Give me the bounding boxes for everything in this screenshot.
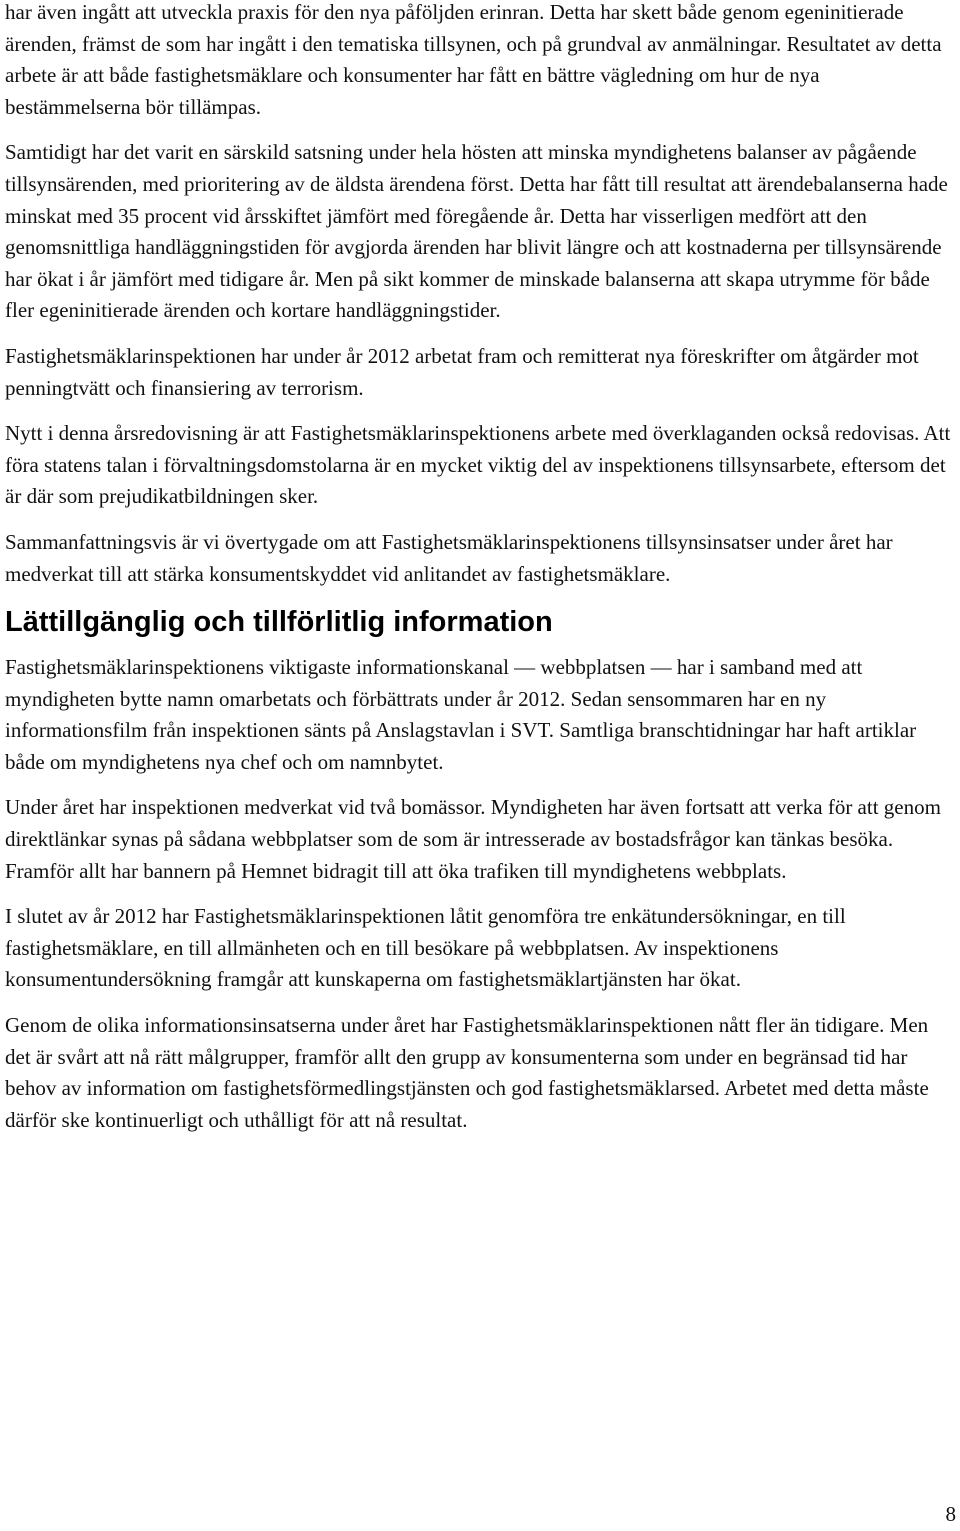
paragraph-bomassor: Under året har inspektionen medverkat vid två bomässor. Myndigheten har även fortsatt att verka för att genom direktlänkar synas på sådana webbplatser som de som är intresserade av bostadsfrågor kan tänkas besöka. Framför allt har bannern på Hemnet bidragit till att öka trafiken till myndighetens webbplats. (5, 795, 941, 883)
paragraph-informationsinsatser: Genom de olika informationsinsatserna under året har Fastighetsmäklarinspektionen nått fler än tidigare. Men det är svårt att nå rätt målgrupper, framför allt den grupp av konsumenterna som under en begränsad tid har behov av information om fastighetsförmedlingstjänsten och god fastighetsmäklarsed. Arbetet med detta måste därför ske kontinuerligt och uthålligt för att nå resultat. (5, 1013, 929, 1132)
paragraph-overklaganden: Nytt i denna årsredovisning är att Fastighetsmäklarinspektionens arbete med överklaganden också redovisas. Att föra statens talan i förvaltningsdomstolarna är en mycket viktig del av inspektionens tillsynsarbete, eftersom det är där som prejudikatbildningen sker. (5, 421, 951, 509)
document-page (5, 0, 957, 1150)
section-heading: Lättillgänglig och tillförlitlig information (5, 606, 553, 639)
paragraph-webbplatsen: Fastighetsmäklarinspektionens viktigaste informationskanal — webbplatsen — har i samband med att myndigheten bytte namn omarbetats och förbättrats under år 2012. Sedan sensommaren har en ny informationsfilm från inspektionen sänts på Anslagstavlan i SVT. Samtliga branschtidningar har haft artiklar både om myndighetens nya chef och om namnbytet. (5, 655, 917, 774)
paragraph-penningtvatt: Fastighetsmäklarinspektionen har under år 2012 arbetat fram och remitterat nya föreskrifter om åtgärder mot penningtvätt och finansiering av terrorism. (5, 343, 919, 400)
paragraph-sammanfattning: Sammanfattningsvis är vi övertygade om att Fastighetsmäklarinspektionens tillsynsinsatser under året har medverkat till att stärka konsumentskyddet vid anlitandet av fastighetsmäklare. (5, 529, 893, 586)
page-number: 8 (945, 1502, 956, 1526)
paragraph-erinran-praxis: har även ingått att utveckla praxis för den nya påföljden erinran. Detta har skett både genom egeninitierade ärenden, främst de som har ingått i den tematiska tillsynen, och på grundval av anmälningar. Resultatet av detta arbete är att både fastighetsmäklare och konsumenter har fått en bättre vägledning om hur de nya bestämmelserna bör tillämpas. (5, 0, 942, 119)
paragraph-enkatundersokningar: I slutet av år 2012 har Fastighetsmäklarinspektionen låtit genomföra tre enkätundersökningar, en till fastighetsmäklare, en till allmänheten och en till besökare på webbplatsen. Av inspektionens konsumentundersökning framgår att kunskaperna om fastighetsmäklartjänsten har ökat. (5, 904, 846, 992)
paragraph-balanser: Samtidigt har det varit en särskild satsning under hela hösten att minska myndighetens balanser av pågående tillsynsärenden, med prioritering av de äldsta ärendena först. Detta har fått till resultat att ärendebalanserna hade minskat med 35 procent vid årsskiftet jämfört med föregående år. Detta har visserligen medfört att den genomsnittliga handläggningstiden för avgjorda ärenden har blivit längre och att kostnaderna per tillsynsärende har ökat i år jämfört med tidigare år. Men på sikt kommer de minskade balanserna att skapa utrymme för både fler egeninitierade ärenden och kortare handläggningstider. (5, 140, 948, 323)
